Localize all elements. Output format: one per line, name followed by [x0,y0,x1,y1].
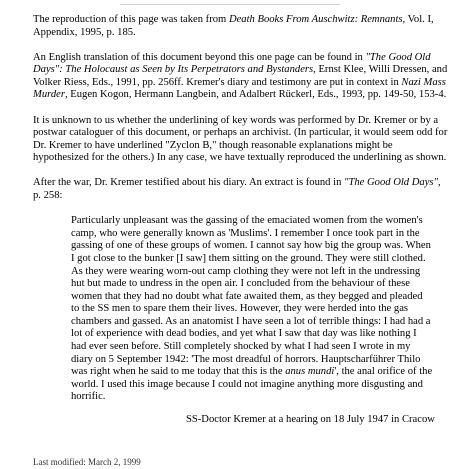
anus-mundi-term: anus mundi [285,366,335,378]
last-modified-note: Last modified: March 2, 1999 [33,457,141,467]
book-title-good-old-days: "The Good Old Days": The Holocaust as Seen by Its Perpetrators and Bystanders [33,51,431,76]
source-paragraph: The reproduction of this page was taken from Death Books From Auschwitz: Remnants, Vol. I, Appendix, 1995, p. 185. [33,14,434,38]
translation-paragraph: An English translation of this document beyond this one page can be found in "The Good Old Days": The Holocaust as Seen by Its Perpetrators and Bystanders, Ernst Klee, Willi Dressen, and Volker Riess, Eds., 1991, pp. 256ff. Kremer's diary and testimony are put in context in Nazi Mass Murder, Eugen Kogon, Hermann Langbein, and Adalbert Rückerl, Eds., 1993, pp. 149-50, 153-4. [33,51,448,101]
book-title-reference: "The Good Old Days" [344,177,438,189]
book-title-nazi-mass-murder: Nazi Mass Murder [33,76,446,101]
underlining-paragraph: It is unknown to us whether the underlining of key words was performed by Dr. Kremer or by a postwar cataloguer of this document, or perhaps an archivist. (In particular, it would seem odd for Dr. Kremer to have underlined "Zyclon B," though reasonable explanations might be hypothesized for the others.) In any case, we have textually reproduced the underlining as shown. [33,114,448,164]
source-title: Death Books From Auschwitz: Remnants [228,14,403,25]
top-divider [120,4,340,5]
document-body [33,14,448,427]
quote-attribution: SS-Doctor Kremer at a hearing on 18 July 1947 in Cracow [186,414,435,426]
testimony-intro-paragraph: After the war, Dr. Kremer testified about his diary. An extract is found in "The Good Old Days", p. 258: [33,177,441,202]
testimony-quote: Particularly unpleasant was the gassing of the emaciated women from the women's camp, who were generally known as 'Muslims'. I remember I once took part in the gassing of one of these groups of women. I cannot say how big the group was. When I got close to the bunker [I saw] them sitting on the ground. They were still clothed. As they were wearing worn-out camp clothing they were not left in the undressing hut but made to undress in the open air. I concluded from the behaviour of these women that they had no doubt what fate awaited them, as they begged and pleaded to the SS men to spare them their lives. However, they were herded into the gas chambers and gassed. As an anatomist I have seen a lot of terrible things: I had had a lot of experience with dead bodies, and yet what I saw that day was like nothing I had ever seen before. Still completely shocked by what I had seen I wrote in my diary on 5 September 1942: 'The most dreadful of horrors. Hauptscharführer Thilo was right when he said to me today that this is the anus mundi', the anal orifice of the world. I used this image because I could not imagine anything more disgusting and horrific. [71,215,433,403]
